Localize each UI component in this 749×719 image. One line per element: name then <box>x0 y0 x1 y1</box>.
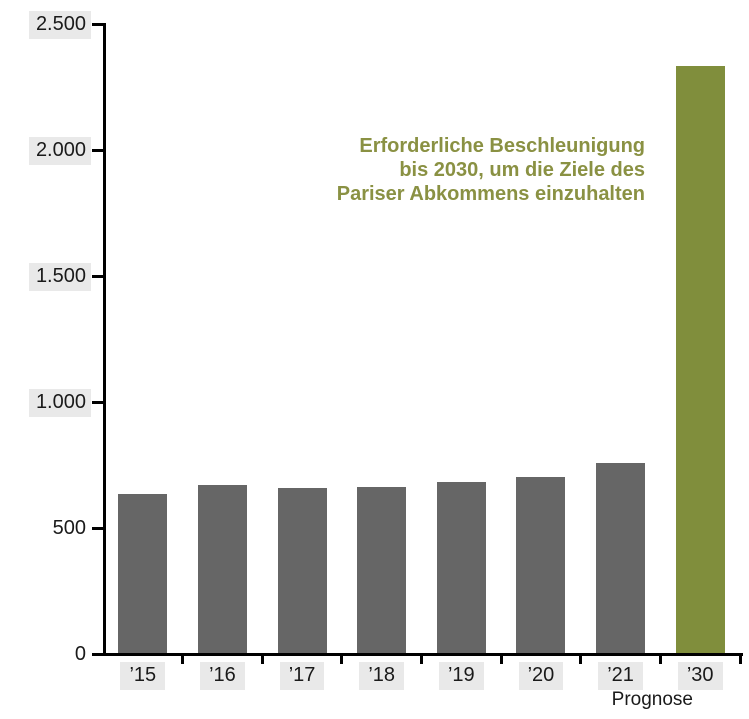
bar-’20 <box>516 477 565 653</box>
bar-’30 <box>676 66 725 653</box>
bar-slot <box>501 23 581 653</box>
bar-slot <box>422 23 502 653</box>
y-tick-mark <box>92 527 103 530</box>
y-tick-label <box>0 515 91 543</box>
x-axis-labels <box>103 662 740 690</box>
annotation-line: bis 2030, um die Ziele des <box>399 159 645 181</box>
annotation-line: Pariser Abkommens einzuhalten <box>336 183 645 205</box>
annotation-line: Erforderliche Beschleunigung <box>359 135 645 157</box>
x-label-text: ’16 <box>200 662 245 690</box>
x-sublabel-prognose: Prognose <box>611 689 693 710</box>
y-tick-mark <box>92 401 103 404</box>
bar-slot <box>262 23 342 653</box>
bars-container <box>103 23 740 653</box>
y-tick-label <box>0 389 91 417</box>
x-label-text: ’17 <box>280 662 325 690</box>
x-label-’16 <box>183 662 263 690</box>
x-label-’15 <box>103 662 183 690</box>
y-tick-mark <box>92 23 103 26</box>
bar-slot <box>342 23 422 653</box>
y-tick-mark <box>92 653 103 656</box>
x-label-text: ’30 <box>678 662 723 690</box>
y-tick-label-text: 1.500 <box>29 263 91 291</box>
bar-’15 <box>118 494 167 653</box>
y-tick-mark <box>92 149 103 152</box>
y-tick-label-text: 2.500 <box>29 11 91 39</box>
x-label-’20 <box>501 662 581 690</box>
y-tick-label <box>0 641 91 669</box>
x-label-text: ’18 <box>359 662 404 690</box>
bar-’16 <box>198 485 247 653</box>
bar-slot <box>660 23 740 653</box>
x-label-’19 <box>422 662 502 690</box>
x-label-text: ’15 <box>120 662 165 690</box>
bar-’21 <box>596 463 645 653</box>
y-tick-label <box>0 263 91 291</box>
x-label-text: ’20 <box>519 662 564 690</box>
bar-slot <box>183 23 263 653</box>
x-label-’21 <box>581 662 661 690</box>
y-tick-label-text: 0 <box>74 643 86 665</box>
bar-’18 <box>357 487 406 653</box>
y-tick-label <box>0 11 91 39</box>
y-tick-label <box>0 137 91 165</box>
bar-’17 <box>278 488 327 653</box>
y-tick-label-text: 1.000 <box>29 389 91 417</box>
x-label-’30 <box>660 662 740 690</box>
bar-’19 <box>437 482 486 653</box>
x-label-’17 <box>262 662 342 690</box>
x-label-text: ’21 <box>598 662 643 690</box>
y-tick-mark <box>92 275 103 278</box>
y-tick-label-text: 500 <box>52 517 86 539</box>
x-label-text: ’19 <box>439 662 484 690</box>
bar-slot <box>581 23 661 653</box>
bar-slot <box>103 23 183 653</box>
y-tick-label-text: 2.000 <box>29 137 91 165</box>
x-label-’18 <box>342 662 422 690</box>
